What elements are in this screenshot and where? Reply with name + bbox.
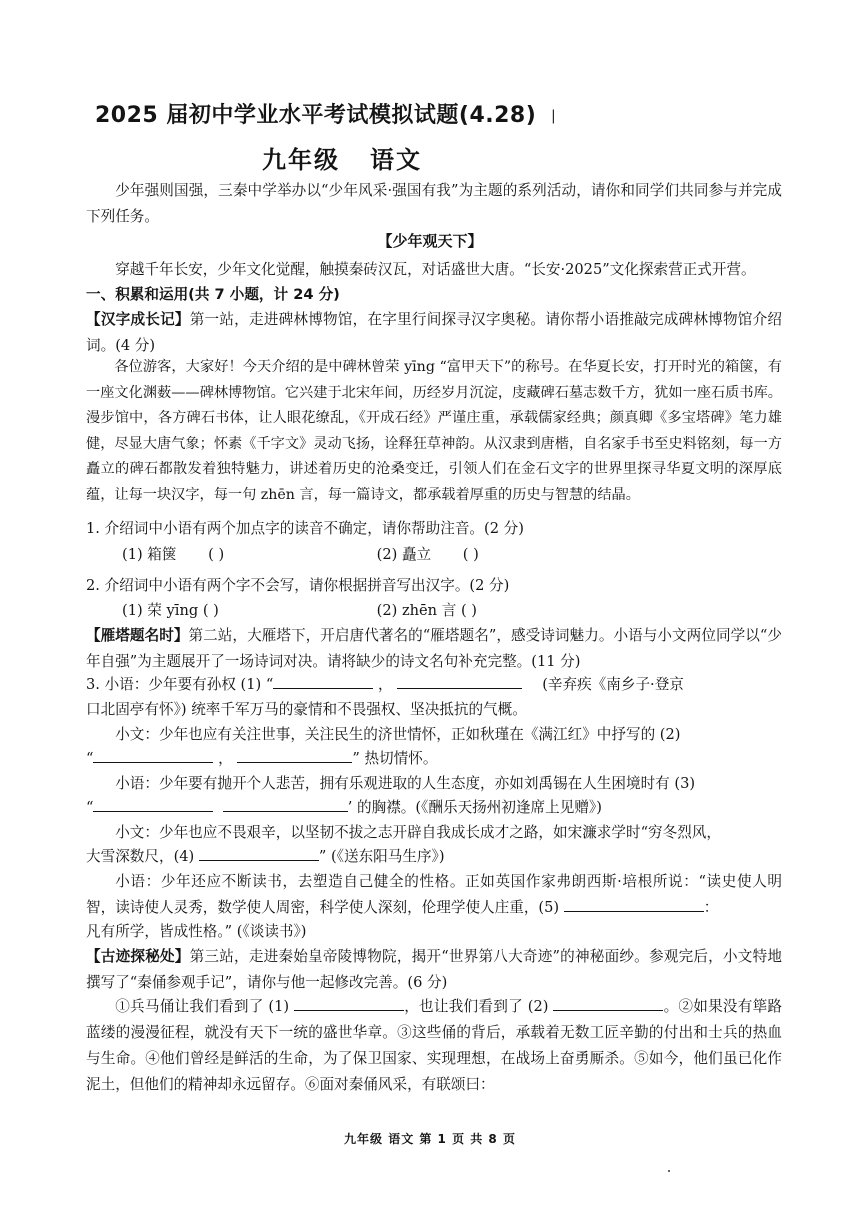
q3-blank-1b[interactable] <box>397 673 522 689</box>
q3-blank-3a[interactable] <box>93 796 213 812</box>
q1-answer-2[interactable]: ( ) <box>462 546 479 563</box>
xiaowen-1: 小文：少年也应有关注世事，关注民生的济世情怀，正如秋瑾在《满江红》中抒写的 (2) <box>115 726 681 743</box>
task1-text: 第一站，走进碑林博物馆，在字里行间探寻汉字奥秘。请你帮小语推敲完成碑林博物馆介绍词。(4 分) <box>86 311 782 354</box>
section-intro: 穿越千年长安，少年文化觉醒，触摸秦砖汉瓦，对话盛世大唐。“长安·2025”文化探索营正式开营。 <box>115 261 756 278</box>
question-1-stem: 1. 介绍词中小语有两个加点字的读音不确定，请你帮助注音。(2 分) <box>86 520 524 537</box>
exam-title: 2025 届初中学业水平考试模拟试题(4.28) <box>95 103 537 128</box>
q1-answer-1[interactable]: ( ) <box>208 546 225 563</box>
q3-blank-2b[interactable] <box>237 747 352 763</box>
notes-p1-c: 。②如果没有筚路蓝缕的漫漫征程，就没有天下一统的盛世华章。③这些俑的背后，承载着无数工匠辛勤的付出和士兵的热血与生命。④他们曾经是鲜活的生命，为了保卫国家、实现理想，在战场上奋勇厮杀。⑤如今，他们虽已化作泥土，但他们的精神却永远留存。⑥面对秦俑风采，有联颂曰： <box>86 998 783 1093</box>
title-mark: | <box>551 108 556 124</box>
grade-subject <box>262 140 452 175</box>
question-2-stem: 2. 介绍词中小语有两个字不会写，请你根据拼音写出汉字。(2 分) <box>86 577 510 594</box>
subject-label: 语文 <box>370 146 422 174</box>
q2-item-2[interactable]: (2) zhēn 言 ( ) <box>376 602 477 619</box>
task1-tag: 【汉字成长记】 <box>86 311 190 328</box>
notes-blank-1[interactable] <box>294 995 404 1011</box>
q3-line-2-blanks: “ ， ” 热切情怀。 <box>86 747 437 768</box>
q3-line2: 口北固亭有怀》) 统率千军万马的豪情和不畏强权、坚决抵抗的气概。 <box>86 701 527 718</box>
q1-item-1: (1) 箱箧 <box>122 546 177 563</box>
q3-xy2-end: ’ 的胸襟。(《酬乐天扬州初逢席上见赠》) <box>347 799 602 816</box>
q3-line1-a: 3. 小语：少年要有孙权 (1) “ <box>86 676 274 693</box>
q3-line1-b: (辛弃疾《南乡子·登京 <box>542 676 684 693</box>
q3-blank-2a[interactable] <box>93 747 213 763</box>
q3-blank-3b[interactable] <box>223 796 348 812</box>
q3-blank-4[interactable] <box>199 845 319 861</box>
task3-text: 第三站，走进秦始皇帝陵博物院，揭开“世界第八大奇迹”的神秘面纱。参观完后，小文特地撰写了“秦俑参观手记”，请你与他一起修改完善。(6 分) <box>86 948 782 991</box>
q3-blank-1a[interactable] <box>273 673 373 689</box>
part1-heading: 一、积累和运用(共 7 小题，计 24 分) <box>86 286 340 303</box>
intro-paragraph: 少年强则国强，三秦中学举办以“少年风采·强国有我”为主题的系列活动，请你和同学们共同参与并完成下列任务。 <box>86 182 782 225</box>
question-3-line-1: 3. 小语：少年要有孙权 (1) “ ， (辛弃疾《南乡子·登京 <box>86 673 684 694</box>
q3-line-4-blanks <box>86 845 445 866</box>
notes-paragraph <box>86 994 782 1098</box>
q3-xw1-end: ” 热切情怀。 <box>352 750 438 767</box>
q3-xw2-b: 大雪深数尺，(4) <box>86 848 195 865</box>
q1-item-2: (2) 矗立 <box>376 546 432 563</box>
scan-speck <box>668 1170 670 1172</box>
task3-tag: 【古迹探秘处】 <box>86 948 190 965</box>
xiaowen-2: 小文：少年也应不畏艰辛，以坚韧不拔之志开辟自我成长成才之路，如宋濂求学时“穷冬烈风， <box>115 824 721 841</box>
q3-line-3-blanks: “ ’ 的胸襟。(《酬乐天扬州初逢席上见赠》) <box>86 796 602 817</box>
q3-blank-5[interactable] <box>564 896 704 912</box>
grade-label: 九年级 <box>262 146 340 174</box>
task2-text: 第二站，大雁塔下，开启唐代著名的“雁塔题名”，感受诗词魅力。小语与小文两位同学以“少年自强”为主题展开了一场诗词对决。请将缺少的诗文名句补充完整。(11 分) <box>86 627 782 670</box>
question-1-items <box>122 543 506 564</box>
section-title: 【少年观天下】 <box>377 232 483 250</box>
page-footer: 九年级 语文 第 1 页 共 8 页 <box>344 1132 516 1146</box>
task3-paragraph <box>86 944 782 995</box>
question-2-items <box>122 599 477 620</box>
q3-xw2-end: ” (《送东阳马生序》) <box>318 848 445 865</box>
xiaoyu-2: 小语：少年要有抛开个人悲苦，拥有乐观进取的人生态度，亦如刘禹锡在人生困境时有 (3) <box>115 775 696 792</box>
q3-xy3: 小语：少年还应不断读书，去塑造自己健全的性格。正如英国作家弗朗西斯·培根所说：“读史使人明智，读诗使人灵秀，数学使人周密，科学使人深刻，伦理学使人庄重，(5) <box>86 873 782 916</box>
notes-p1-b: ，也让我们看到了 (2) <box>403 998 549 1015</box>
task2-paragraph <box>86 623 782 674</box>
notes-blank-2[interactable] <box>553 995 663 1011</box>
task1-paragraph <box>86 307 782 358</box>
q3-xy3-end: 凡有所学，皆成性格。” (《谈读书》) <box>86 923 307 940</box>
xiaoyu-3: 小语：少年还应不断读书，去塑造自己健全的性格。正如英国作家弗朗西斯·培根所说：“读史使人明智，读诗使人灵秀，数学使人周密，科学使人深刻，伦理学使人庄重，(5) ： <box>86 873 782 916</box>
notes-p1-a: ①兵马俑让我们看到了 (1) <box>115 998 290 1015</box>
museum-passage: 各位游客，大家好！今天介绍的是中碑林曾荣 yīng “富甲天下”的称号。在华夏长安，打开时光的箱箧，有一座文化渊薮——碑林博物馆。它兴建于北宋年间，历经岁月沉淀，庋藏碑石墓志数千方，犹如一座石质书库。漫步馆中，各方碑石书体，让人眼花缭乱，《开成石经》严谨庄重，承载儒家经典；颜真卿《多宝塔碑》笔力雄健，尽显大唐气象；怀素《千字文》灵动飞扬，诠释狂草神韵。从汉隶到唐楷，自名家手书至史料铭刻，每一方矗立的碑石都散发着独特魅力，讲述着历史的沧桑变迁，引领人们在金石文字的世界里探寻华夏文明的深厚底蕴，让每一块汉字，每一句 zhēn 言，每一篇诗文，都承载着厚重的历史与智慧的结晶。 <box>86 359 782 503</box>
q2-item-1[interactable]: (1) 荣 yīng ( ) <box>122 602 219 619</box>
task2-tag: 【雁塔题名时】 <box>86 627 189 644</box>
